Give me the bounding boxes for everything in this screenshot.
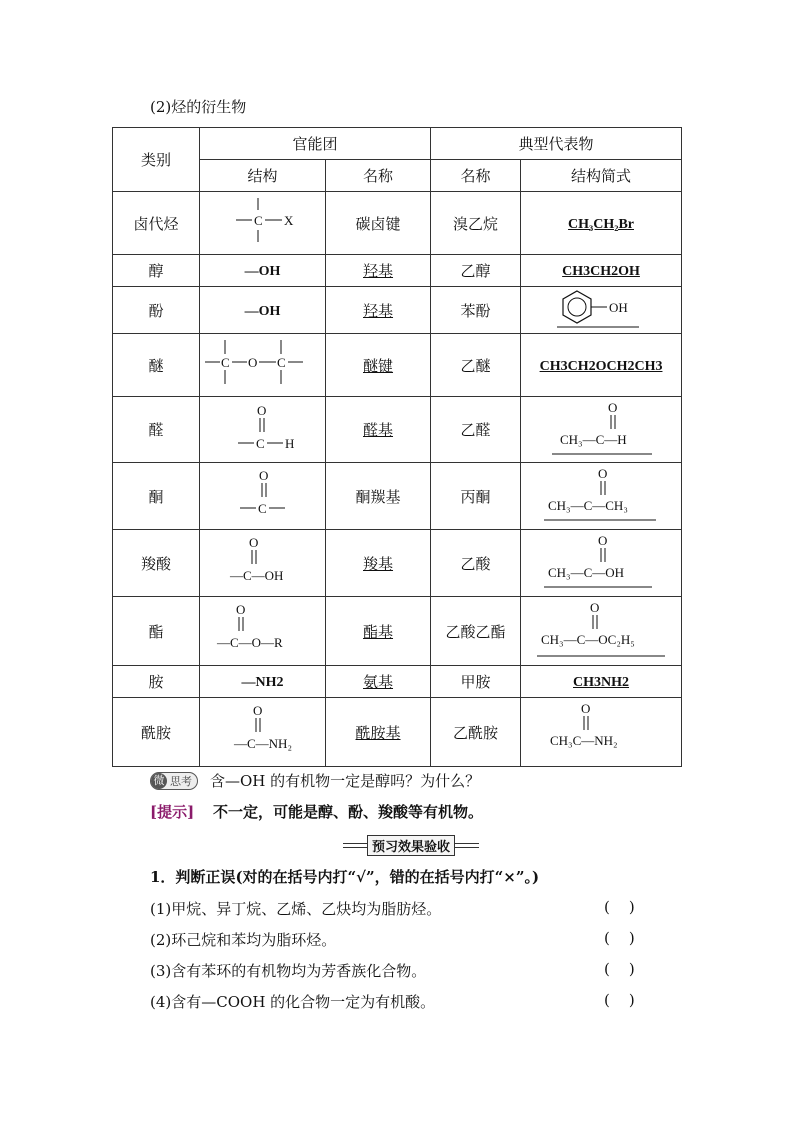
svg-text:—C—O—R: —C—O—R (216, 635, 283, 650)
header-structure: 结构 (200, 160, 326, 192)
row-category: 醇 (113, 255, 200, 287)
structure-amide (200, 698, 326, 767)
exercise-title: 1．判断正误(对的在括号内打“√”，错的在括号内打“×”。) (150, 868, 540, 886)
rep-name: 乙酸 (431, 530, 521, 597)
svg-text:O: O (258, 468, 268, 483)
answer-blank[interactable]: ( ) (604, 991, 635, 1009)
group-name: 羟基 (326, 255, 431, 287)
svg-text:O: O (598, 466, 608, 481)
rep-name: 乙醛 (431, 397, 521, 463)
table-row (113, 530, 682, 597)
rep-name: 丙酮 (431, 463, 521, 530)
svg-text:H: H (284, 435, 294, 451)
row-category: 酮 (113, 463, 200, 530)
rep-name: 溴乙烷 (431, 192, 521, 255)
rep-formula: CH3NH2 (521, 666, 682, 698)
table-row (113, 255, 682, 287)
svg-text:O: O (590, 600, 600, 615)
rep-formula-text: CH₃C—NH₂ (550, 733, 618, 748)
svg-text:C: C (220, 355, 230, 370)
structure-haloalkane (200, 192, 326, 255)
svg-text:C: C (276, 355, 286, 370)
row-category: 酚 (113, 287, 200, 334)
structure-carboxyl (200, 530, 326, 597)
svg-text:—C—NH₂: —C—NH₂ (233, 736, 292, 751)
group-name: 醛基 (326, 397, 431, 463)
rep-formula: CH3CH2OH (521, 255, 682, 287)
group-name: 碳卤键 (326, 192, 431, 255)
rep-formula-text: CH₃—C—CH₃ (548, 498, 628, 513)
row-category: 醛 (113, 397, 200, 463)
rep-formula-text: CH₃CH₂Br (568, 216, 634, 232)
header-representative: 典型代表物 (431, 128, 682, 160)
answer-blank[interactable]: ( ) (604, 929, 635, 947)
svg-text:O: O (598, 533, 608, 548)
group-name: 氨基 (326, 666, 431, 698)
section-banner (343, 835, 479, 856)
exercise-item: (4)含有—COOH 的化合物一定为有机酸。 (150, 993, 436, 1011)
exercise-item: (1)甲烷、异丁烷、乙烯、乙炔均为脂肪烃。 (150, 900, 442, 918)
structure-aldehyde (200, 397, 326, 463)
row-category: 酯 (113, 597, 200, 666)
group-name: 羟基 (326, 287, 431, 334)
row-category: 卤代烃 (113, 192, 200, 255)
table-row (113, 463, 682, 530)
structure-ketone (200, 463, 326, 530)
group-name: 醚键 (326, 334, 431, 397)
answer-blank[interactable]: ( ) (604, 960, 635, 978)
think-icon: 微 (151, 773, 167, 789)
table-row (113, 666, 682, 698)
rep-name: 乙酸乙酯 (431, 597, 521, 666)
rep-formula-ethyl-acetate (521, 597, 682, 666)
rep-name: 甲胺 (431, 666, 521, 698)
rep-name: 苯酚 (431, 287, 521, 334)
think-question (150, 770, 480, 791)
svg-text:—C—OH: —C—OH (229, 568, 283, 583)
atom-c: C (253, 213, 263, 228)
svg-text:O: O (256, 402, 266, 418)
structure-text: —OH (200, 255, 326, 287)
svg-text:O: O (248, 535, 258, 550)
header-rep-formula: 结构简式 (521, 160, 682, 192)
banner-text: 预习效果验收 (367, 835, 455, 856)
rep-formula: CH3CH2OCH2CH3 (521, 334, 682, 397)
hint (150, 801, 483, 822)
row-category: 醚 (113, 334, 200, 397)
rep-formula-text: CH₃—C—OH (548, 565, 625, 580)
svg-text:O: O (235, 602, 245, 617)
rep-formula-acetaldehyde (521, 397, 682, 463)
rep-formula-text: CH₃—C—H (560, 431, 627, 447)
derivatives-table (112, 127, 682, 767)
rep-formula-text: CH₃—C—OC₂H₅ (541, 632, 635, 647)
rep-formula-phenol (521, 287, 682, 334)
hint-tag: [提示] (150, 803, 195, 821)
svg-text:O: O (581, 701, 591, 716)
rep-name: 乙酰胺 (431, 698, 521, 767)
header-category: 类别 (113, 128, 200, 192)
benzene-ring-icon (563, 291, 591, 323)
hint-text: 不一定，可能是醇、酚、羧酸等有机物。 (212, 803, 483, 821)
phenol-oh: OH (609, 300, 628, 315)
group-name: 酰胺基 (326, 698, 431, 767)
header-rep-name: 名称 (431, 160, 521, 192)
structure-text: —OH (200, 287, 326, 334)
svg-text:C: C (257, 501, 267, 516)
section-title: (2)烃的衍生物 (150, 98, 247, 116)
svg-text:O: O (608, 399, 618, 415)
table-row (113, 397, 682, 463)
structure-text: —NH2 (200, 666, 326, 698)
row-category: 胺 (113, 666, 200, 698)
header-name: 名称 (326, 160, 431, 192)
svg-text:O: O (247, 355, 257, 370)
think-badge-label: 思考 (170, 774, 192, 788)
exercise-item: (3)含有苯环的有机物均为芳香族化合物。 (150, 962, 427, 980)
structure-ether (200, 334, 326, 397)
group-name: 酯基 (326, 597, 431, 666)
rep-name: 乙醇 (431, 255, 521, 287)
rep-formula-acetone (521, 463, 682, 530)
group-name: 羧基 (326, 530, 431, 597)
answer-blank[interactable]: ( ) (604, 898, 635, 916)
table-row (113, 597, 682, 666)
svg-text:C: C (255, 435, 265, 451)
exercise-item: (2)环己烷和苯均为脂环烃。 (150, 931, 337, 949)
row-category: 酰胺 (113, 698, 200, 767)
rep-formula-acetamide (521, 698, 682, 767)
structure-ester (200, 597, 326, 666)
atom-x: X (283, 213, 293, 228)
svg-text:O: O (252, 703, 262, 718)
think-badge (150, 772, 198, 790)
table-row (113, 334, 682, 397)
header-functional-group: 官能团 (200, 128, 431, 160)
rep-formula-acetic-acid (521, 530, 682, 597)
table-row (113, 192, 682, 255)
row-category: 羧酸 (113, 530, 200, 597)
think-question-text: 含—OH 的有机物一定是醇吗？为什么？ (210, 772, 481, 790)
rep-name: 乙醚 (431, 334, 521, 397)
group-name: 酮羰基 (326, 463, 431, 530)
rep-formula (521, 192, 682, 255)
table-row (113, 698, 682, 767)
table-row (113, 287, 682, 334)
